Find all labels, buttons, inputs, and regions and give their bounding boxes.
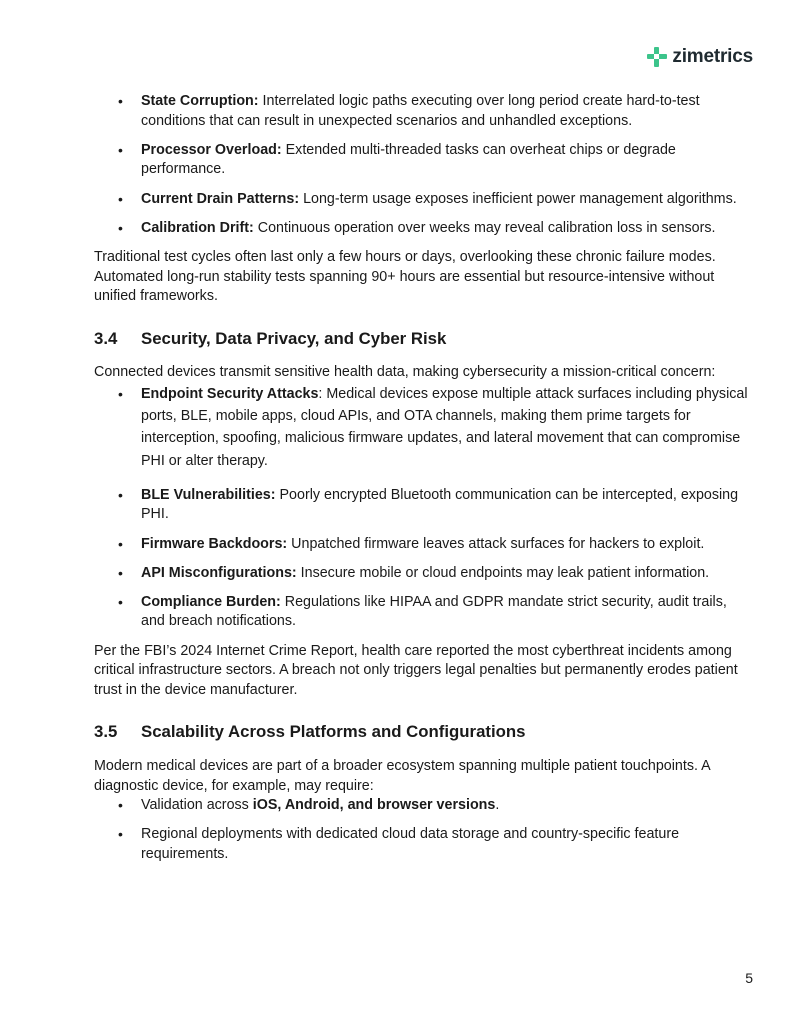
bullet-term: API Misconfigurations: [141, 564, 297, 581]
bullet-term: Current Drain Patterns: [141, 190, 300, 207]
bullet-text: Long-term usage exposes inefficient power management algorithms. [299, 190, 737, 207]
section-lead: Modern medical devices are part of a broader ecosystem spanning multiple patient touchpoints. A diagnostic device, for example, may require: [94, 758, 710, 794]
bullet-term: BLE Vulnerabilities: [141, 486, 276, 503]
bullet-text: Extended multi-threaded tasks can overheat chips or degrade performance. [141, 141, 676, 178]
bullet-text: Regulations like HIPAA and GDPR mandate strict security, audit trails, and breach notifications. [141, 593, 727, 630]
list-item [141, 535, 754, 555]
bullet-text: Validation across [141, 797, 253, 814]
list-item [141, 219, 754, 239]
security-bullet-list [94, 383, 754, 632]
section-title: Security, Data Privacy, and Cyber Risk [141, 328, 447, 348]
section-heading-3-4 [94, 329, 754, 349]
section-number: 3.4 [94, 328, 118, 348]
section-title: Scalability Across Platforms and Configurations [141, 722, 526, 742]
list-item [141, 486, 754, 525]
list-item [141, 141, 754, 180]
intro-bullet-list [94, 92, 754, 238]
list-item [141, 796, 754, 816]
intro-paragraph: Traditional test cycles often last only a few hours or days, overlooking these chronic failure modes. Automated long-run stability tests spanning 90+ hours are essential but resource-intensive without unified frameworks. [94, 248, 716, 305]
section-number: 3.5 [94, 722, 118, 742]
bullet-text: Regional deployments with dedicated cloud data storage and country-specific feature requirements. [141, 826, 680, 862]
bullet-text: Interrelated logic paths executing over long period create hard-to-test conditions that can result in unexpected scenarios and unhandled exceptions. [141, 93, 700, 129]
bullet-term: Firmware Backdoors: [141, 535, 288, 552]
brand-name: zimetrics [672, 46, 753, 67]
bullet-term: Calibration Drift: [141, 219, 254, 236]
bullet-term: Processor Overload: [141, 141, 282, 158]
bullet-text: : Medical devices expose multiple attack surfaces including physical ports, BLE, mobile apps, cloud APIs, and OTA channels, making them prime targets for interception, spoofing, malicious firmware updates, and lateral movement that can compromise PHI or alter therapy. [141, 385, 748, 469]
list-item [141, 564, 754, 584]
bullet-term: Endpoint Security Attacks [141, 385, 319, 402]
list-item [141, 383, 754, 472]
bullet-text: Continuous operation over weeks may reveal calibration loss in sensors. [253, 219, 716, 236]
section-heading-3-5 [94, 722, 754, 742]
bullet-text: . [495, 797, 500, 814]
bullet-term: State Corruption: [141, 93, 259, 109]
bullet-text: Insecure mobile or cloud endpoints may leak patient information. [296, 564, 710, 581]
bullet-term: Compliance Burden: [141, 593, 281, 610]
page-content [94, 92, 754, 874]
bullet-text: Poorly encrypted Bluetooth communication can be intercepted, exposing PHI. [141, 486, 739, 523]
list-item [141, 825, 754, 864]
list-item [141, 92, 754, 131]
zimetrics-logo-icon [646, 46, 668, 68]
bullet-text: Unpatched firmware leaves attack surfaces for hackers to exploit. [287, 535, 705, 552]
page-number: 5 [745, 970, 753, 986]
brand-logo [646, 46, 753, 68]
scalability-bullet-list [94, 796, 754, 864]
bullet-emphasis: iOS, Android, and browser versions [252, 797, 496, 814]
section-closing-paragraph: Per the FBI’s 2024 Internet Crime Report, health care reported the most cyberthreat incidents among critical infrastructure sectors. A breach not only triggers legal penalties but permanently erodes patient trust in the device manufacturer. [94, 642, 738, 698]
list-item [141, 190, 754, 210]
section-lead: Connected devices transmit sensitive health data, making cybersecurity a mission-critical concern: [94, 364, 716, 381]
list-item [141, 593, 754, 632]
